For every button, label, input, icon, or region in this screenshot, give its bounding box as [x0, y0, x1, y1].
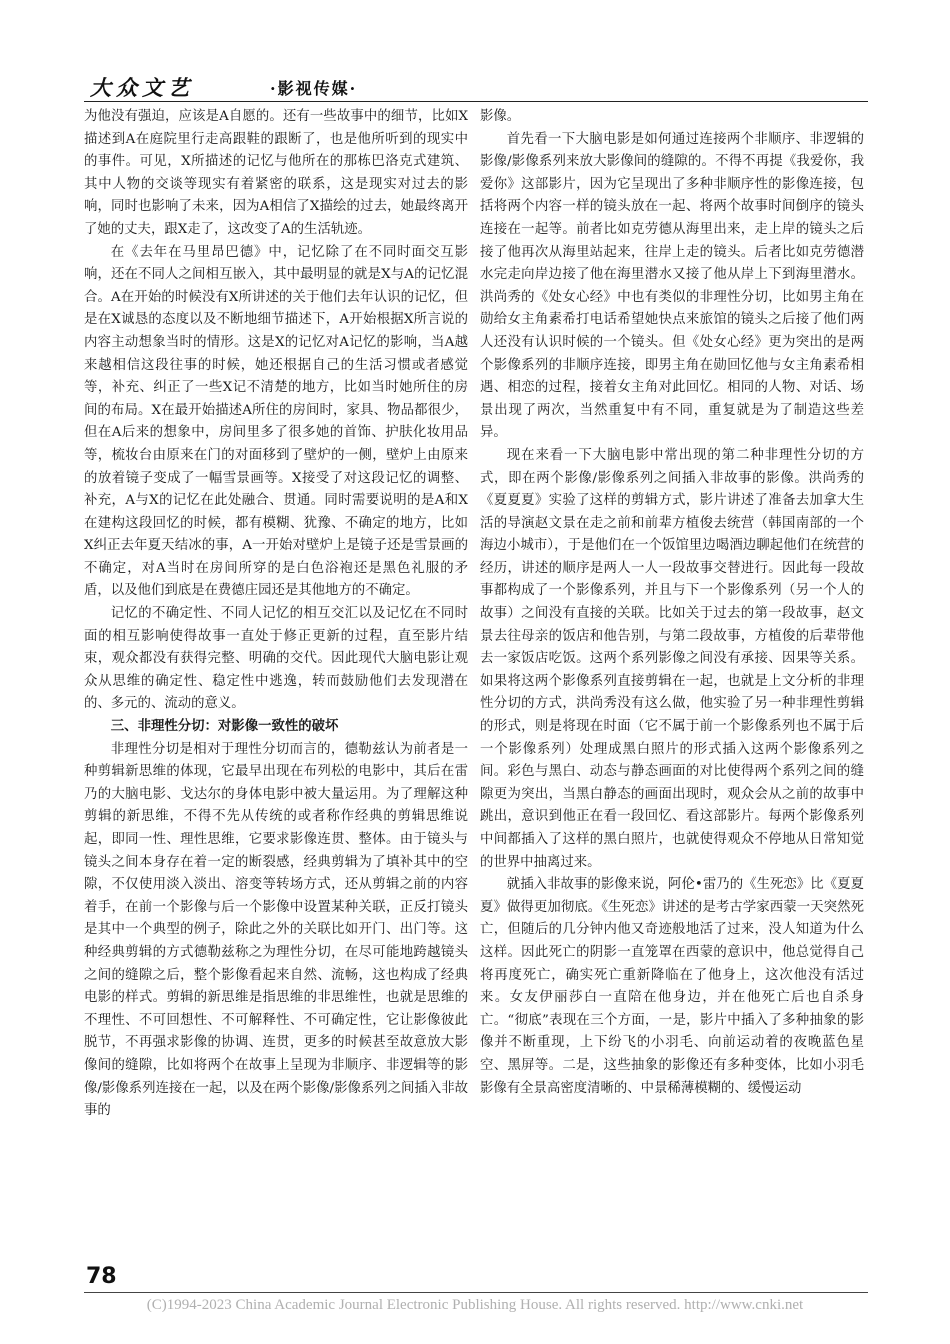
- left-column: [84, 106, 468, 1123]
- paragraph: 就插入非故事的影像来说，阿伦•雷乃的《生死恋》比《夏夏夏》做得更加彻底。《生死恋》讲述的是考古学家西蒙一天突然死亡，但随后的几分钟内他又奇迹般地活了过来，没人知道为什么这样。因此死亡的阴影一直笼罩在西蒙的意识中，他总觉得自己将再度死亡，确实死亡重新降临在了他身上，这次他没有活过来。女友伊丽莎白一直陪在他身边，并在他死亡后也自杀身亡。“彻底”表现在三个方面，一是，影片中插入了多种抽象的影像并不断重现，上下纷飞的小羽毛、向前运动着的夜晚蓝色星空、黑屏等。二是，这些抽象的影像还有多种变体，比如小羽毛影像有全景高密度清晰的、中景稀薄模糊的、缓慢运动: [480, 877, 864, 1096]
- footer-rule: [84, 1292, 868, 1293]
- paragraph: 首先看一下大脑电影是如何通过连接两个非顺序、非逻辑的影像/影像系列来放大影像间的缝隙的。不得不再提《我爱你，我爱你》这部影片，因为它呈现出了多种非顺序性的影像连接，包括将两个内容一样的镜头放在一起、将两个故事时间倒序的镜头连接在一起等。前者比如克劳德从海里出来，走上岸的镜头之后接了他再次从海里站起来，往岸上走的镜头。后者比如克劳德潜水完走向岸边接了他在海里潜水又接了他从岸上下到海里潜水。洪尚秀的《处女心经》中也有类似的非理性分切，比如男主角在勋给女主角素希打电话希望她快点来旅馆的镜头之后接了他们两人还没有认识时候的一个镜头。但《处女心经》更为突出的是两个影像系列的非顺序连接，即男主角在勋回忆他与女主角素希相遇、相恋的过程，接着女主角对此回忆。相同的人物、对话、场景出现了两次，当然重复中有不同，重复就是为了制造这些差异。: [480, 131, 864, 441]
- right-column: [480, 106, 864, 1100]
- paragraph: 影像。: [480, 109, 521, 124]
- paragraph: 非理性分切是相对于理性分切而言的，德勒兹认为前者是一种剪辑新思维的体现，它最早出现在布列松的电影中，其后在雷乃的大脑电影、戈达尔的身体电影中被大量运用。为了理解这种剪辑的新思维，不得不先从传统的或者称作经典的剪辑思维说起，即同一性、理性思维，它要求影像连贯、整体。由于镜头与镜头之间本身存在着一定的断裂感，经典剪辑为了填补其中的空隙，不仅使用淡入淡出、溶变等转场方式，还从剪辑之前的内容着手，在前一个影像与后一个影像中设置某种关联，正反打镜头是其中一个典型的例子，除此之外的关联比如开门、出门等。这种经典剪辑的方式德勒兹称之为理性分切，在尽可能地跨越镜头之间的缝隙之后，整个影像看起来自然、流畅，这也构成了经典电影的样式。剪辑的新思维是指思维的非思维性，也就是思维的不理性、不可回想性、不可解释性、不可确定性，它让影像彼此脱节，不再强求影像的协调、连贯，更多的时候甚至故意放大影像间的缝隙，比如将两个在故事上呈现为非顺序、非逻辑等的影像/影像系列连接在一起，以及在两个影像/影像系列之间插入非故事的: [84, 741, 468, 1119]
- paragraph: 在《去年在马里昂巴德》中，记忆除了在不同时面交互影响，还在不同人之间相互嵌入，其中最明显的就是X与A的记忆混合。A在开始的时候没有X所讲述的关于他们去年认识的记忆，但是在X诚恳的态度以及不断地细节描述下，A开始根据X所言说的内容主动想象当时的情形。这是X的记忆对A记忆的影响，当A越来越相信这段往事的时候，她还根据自己的生活习惯或者感觉等，补充、纠正了一些X记不清楚的地方，比如当时她所住的房间的布局。X在最开始描述A所住的房间时，家具、物品都很少，但在A后来的想象中，房间里多了很多她的首饰、护肤化妆用品等，梳妆台由原来在门的对面移到了壁炉的一侧，壁炉上由原来的放着镜子变成了一幅雪景画等。X接受了对这段记忆的调整、补充，A与X的记忆在此处融合、贯通。同时需要说明的是A和X在建构这段回忆的时候，都有模糊、犹豫、不确定的地方，比如X纠正去年夏天结冰的事，A一开始对壁炉上是镜子还是雪景画的不确定，对A当时在房间所穿的是白色浴袍还是黑色礼服的矛盾，以及他们到底是在费德庄园还是其他地方的不确定。: [84, 244, 468, 599]
- copyright-notice: (C)1994-2023 China Academic Journal Electronic Publishing House. All rights reserved. http://www.cnki.net: [146, 1297, 804, 1313]
- page-number: 78: [86, 1264, 117, 1289]
- paragraph: 记忆的不确定性、不同人记忆的相互交汇以及记忆在不同时面的相互影响使得故事一直处于修正更新的过程，直至影片结束，观众都没有获得完整、明确的交代。因此现代大脑电影让观众从思维的确定性、稳定性中逃逸，转而鼓励他们去发现潜在的、多元的、流动的意义。: [84, 606, 468, 712]
- running-header: [84, 72, 868, 102]
- section-heading: 三、非理性分切：对影像一致性的破坏: [110, 719, 339, 735]
- header-rule: [84, 101, 868, 102]
- paragraph: 现在来看一下大脑电影中常出现的第二种非理性分切的方式，即在两个影像/影像系列之间插入非故事的影像。洪尚秀的《夏夏夏》实验了这样的剪辑方式，影片讲述了准备去加拿大生活的导演赵文景在走之前和前辈方植俊去统营（韩国南部的一个海边小城市），于是他们在一个饭馆里边喝酒边聊起他们在统营的经历，讲述的顺序是两人一人一段故事交替进行。因此每一段故事都构成了一个影像系列，并且与下一个影像系列（另一个人的故事）之间没有直接的关联。比如关于过去的第一段故事，赵文景去往母亲的饭店和他告别，与第二段故事，方植俊的后辈带他去一家饭店吃饭。这两个系列影像之间没有承接、因果等关系。如果将这两个影像系列直接剪辑在一起，也就是上文分析的非理性分切的方式，洪尚秀没有这么做，他实验了另一种非理性剪辑的形式，则是将现在时面（它不属于前一个影像系列也不属于后一个影像系列）处理成黑白照片的形式插入这两个影像系列之间。彩色与黑白、动态与静态画面的对比使得两个系列之间的缝隙更为突出，当黑白静态的画面出现时，观众会从之前的故事中跳出，意识到他正在看一段回忆、看这部影片。每两个影像系列中间都插入了这样的黑白照片，也就使得观众不停地从日常知觉的世界中抽离过来。: [480, 447, 864, 870]
- journal-name: 大众文艺: [90, 75, 194, 100]
- section-name: ·影视传媒·: [270, 79, 358, 98]
- paragraph: 为他没有强迫，应该是A自愿的。还有一些故事中的细节，比如X描述到A在庭院里行走高跟鞋的跟断了，也是他所听到的现实中的事件。可见，X所描述的记忆与他所在的那栋巴洛克式建筑、其中人物的交谈等现实有着紧密的联系，这是现实对过去的影响，同时也影响了未来，因为A相信了X描绘的过去，她最终离开了她的丈夫，跟X走了，这改变了A的生活轨迹。: [84, 109, 468, 237]
